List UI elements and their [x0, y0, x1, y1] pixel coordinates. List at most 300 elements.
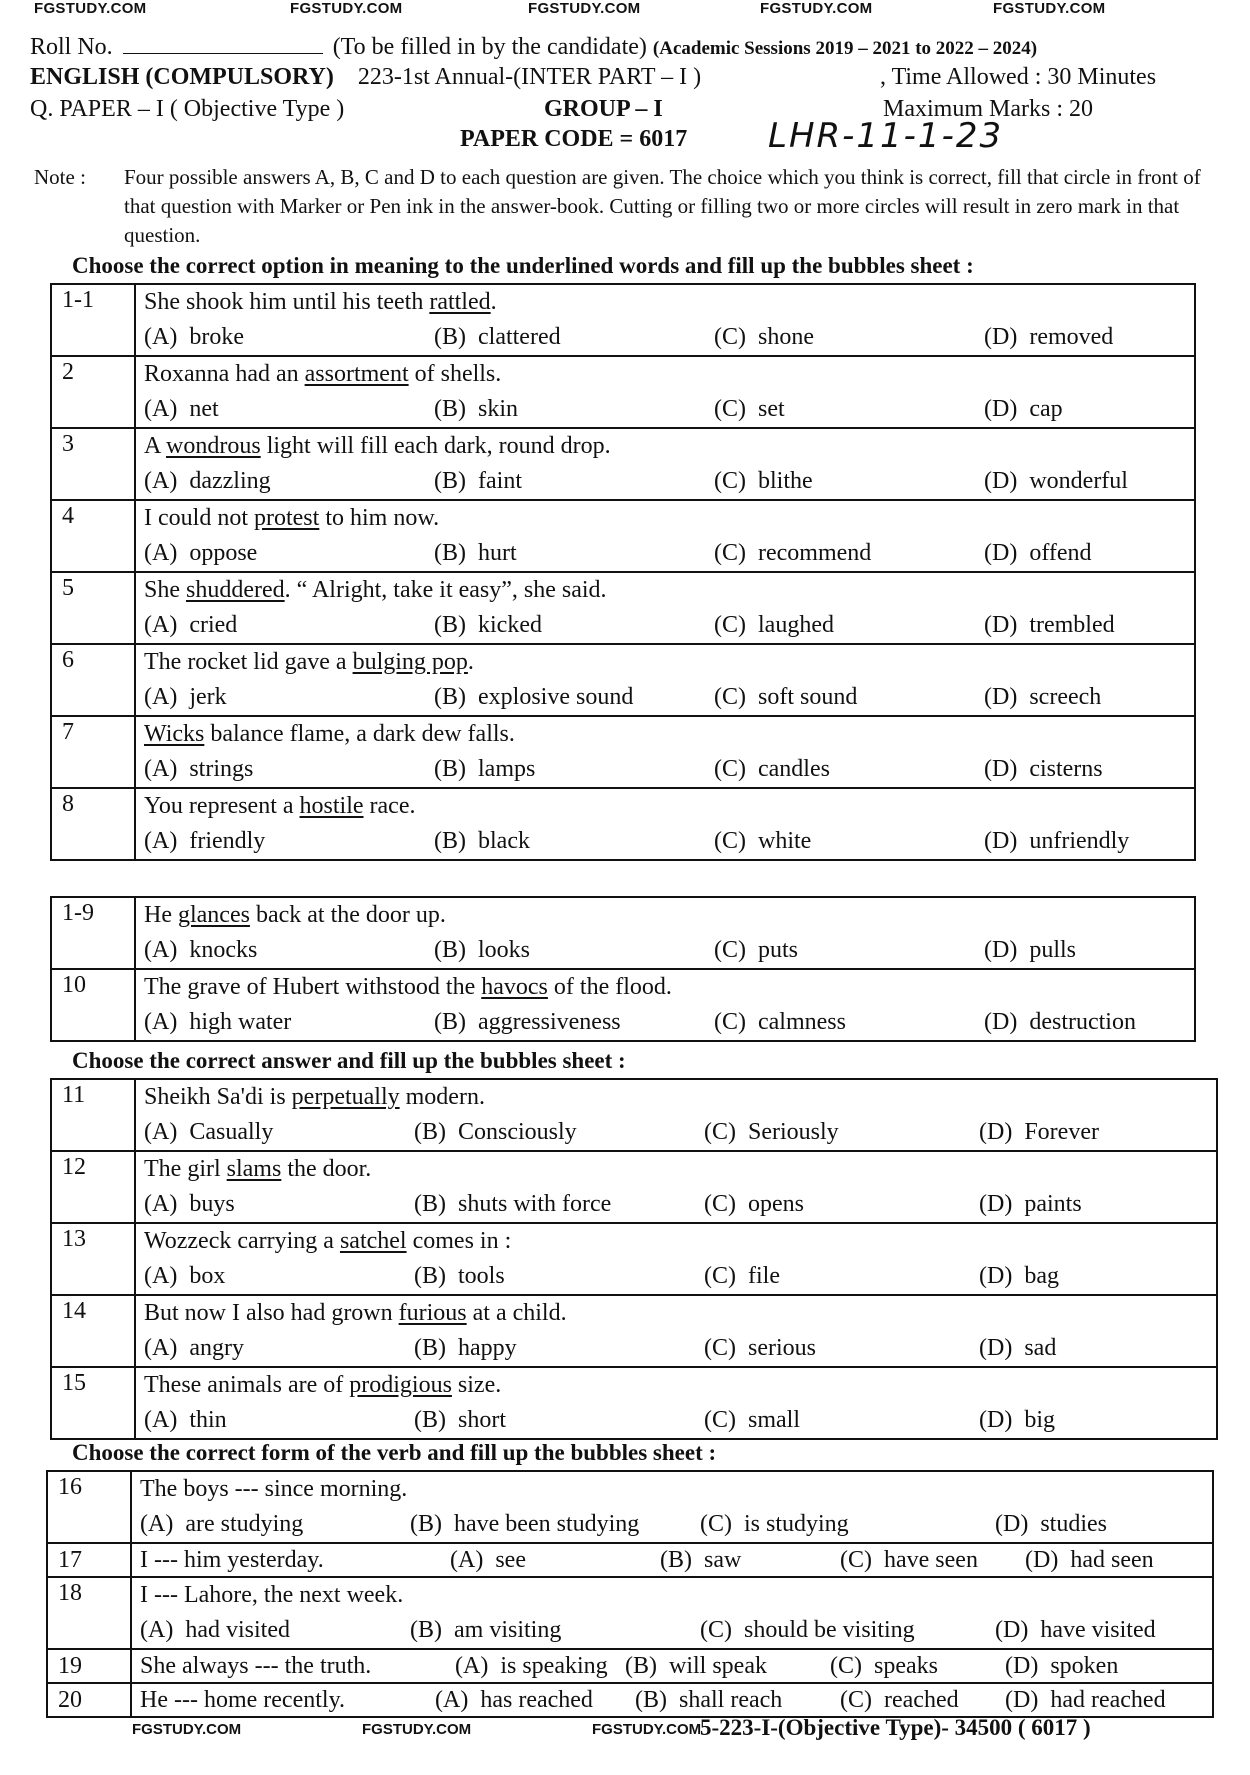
option-text: explosive sound: [478, 684, 634, 710]
option-text: offend: [1029, 540, 1092, 566]
option-text: kicked: [478, 612, 542, 638]
question-stem: I --- him yesterday.: [140, 1547, 324, 1573]
option-letter: (D): [984, 1009, 1018, 1035]
option-c[interactable]: [714, 823, 811, 859]
option-d[interactable]: [984, 932, 1076, 968]
option-b[interactable]: [660, 1544, 741, 1576]
option-letter: (C): [714, 324, 746, 350]
option-letter: (B): [434, 828, 466, 854]
question-row: [51, 1295, 1217, 1367]
question-inline: [140, 1544, 1212, 1576]
option-c[interactable]: [830, 1650, 938, 1682]
option-letter: (B): [410, 1511, 442, 1537]
underlined-word: assortment: [304, 361, 409, 387]
question-stem: [144, 789, 1194, 823]
option-text: black: [478, 828, 530, 854]
question-inline: [140, 1650, 1212, 1682]
option-b[interactable]: [414, 1186, 611, 1222]
option-letter: (A): [144, 1263, 178, 1289]
question-text-after: balance flame, a dark dew falls.: [204, 721, 515, 747]
option-text: wonderful: [1029, 468, 1128, 494]
question-body: [135, 500, 1195, 572]
option-a[interactable]: [144, 823, 265, 859]
watermark: FGSTUDY.COM: [993, 0, 1106, 17]
option-b[interactable]: [434, 679, 633, 715]
option-text: am visiting: [454, 1617, 562, 1643]
option-text: is studying: [744, 1511, 849, 1537]
option-letter: (D): [979, 1407, 1013, 1433]
roll-label: Roll No.: [30, 34, 113, 60]
option-letter: (C): [714, 684, 746, 710]
question-number: 13: [51, 1223, 135, 1295]
question-stem: [144, 1152, 1216, 1186]
option-b[interactable]: [410, 1612, 561, 1648]
paper-footer-code: 5-223-I-(Objective Type)- 34500 ( 6017 ): [700, 1715, 1091, 1740]
option-text: looks: [478, 937, 531, 963]
question-body: [135, 1151, 1217, 1223]
option-letter: (A): [144, 1335, 178, 1361]
option-b[interactable]: [434, 823, 530, 859]
option-d[interactable]: [979, 1186, 1082, 1222]
question-text-before: I could not: [144, 505, 254, 531]
option-a[interactable]: [144, 932, 257, 968]
option-letter: (C): [704, 1263, 736, 1289]
question-text-after: the door.: [281, 1156, 372, 1182]
option-b[interactable]: [410, 1506, 639, 1542]
question-stem: [144, 501, 1194, 535]
option-text: shuts with force: [458, 1191, 612, 1217]
question-stem: [144, 285, 1194, 319]
option-text: blithe: [758, 468, 813, 494]
question-row: [47, 1649, 1213, 1683]
option-letter: (B): [434, 937, 466, 963]
option-b[interactable]: [414, 1330, 517, 1366]
option-a[interactable]: [144, 1186, 235, 1222]
option-b[interactable]: [434, 319, 561, 355]
question-text-after: of the flood.: [547, 974, 672, 1000]
option-a[interactable]: [435, 1684, 593, 1716]
question-number: 8: [51, 788, 135, 860]
question-number: 15: [51, 1367, 135, 1439]
question-text-after: back at the door up.: [249, 902, 446, 928]
watermark: FGSTUDY.COM: [362, 1721, 472, 1738]
question-row: [51, 788, 1195, 860]
option-text: small: [748, 1407, 800, 1433]
option-text: shall reach: [679, 1687, 783, 1713]
option-a[interactable]: [140, 1506, 303, 1542]
option-letter: (C): [704, 1335, 736, 1361]
group-label: GROUP – I: [544, 96, 663, 122]
option-letter: (A): [140, 1617, 174, 1643]
option-letter: (A): [144, 1191, 178, 1217]
option-text: saw: [704, 1547, 742, 1573]
option-c[interactable]: [714, 751, 830, 787]
underlined-word: furious: [398, 1300, 467, 1326]
option-text: opens: [748, 1191, 804, 1217]
options-row: [144, 535, 1194, 571]
option-c[interactable]: [840, 1544, 978, 1576]
option-d[interactable]: [984, 535, 1092, 571]
option-a[interactable]: [144, 1402, 227, 1438]
option-c[interactable]: [714, 607, 834, 643]
option-c[interactable]: [840, 1684, 959, 1716]
question-row: [51, 644, 1195, 716]
option-letter: (D): [995, 1511, 1029, 1537]
option-text: Casually: [189, 1119, 274, 1145]
option-letter: (D): [984, 937, 1018, 963]
options-row: [144, 679, 1194, 715]
option-c[interactable]: [704, 1330, 816, 1366]
questions-table-2: [50, 896, 1196, 1042]
option-letter: (A): [144, 684, 178, 710]
exam-title: 223-1st Annual-(INTER PART – I ): [357, 64, 702, 90]
option-d[interactable]: [984, 823, 1129, 859]
question-number: 2: [51, 356, 135, 428]
option-text: have been studying: [454, 1511, 640, 1537]
option-d[interactable]: [984, 751, 1103, 787]
option-b[interactable]: [434, 751, 535, 787]
question-stem: [144, 357, 1194, 391]
section-heading-answers: Choose the correct answer and fill up the bubbles sheet :: [72, 1048, 626, 1073]
option-a[interactable]: [140, 1612, 290, 1648]
option-letter: (A): [144, 396, 178, 422]
watermark: FGSTUDY.COM: [132, 1721, 242, 1738]
option-text: cried: [189, 612, 238, 638]
option-c[interactable]: [714, 679, 857, 715]
option-letter: (D): [984, 828, 1018, 854]
option-text: Seriously: [748, 1119, 839, 1145]
option-a[interactable]: [144, 679, 227, 715]
watermark: FGSTUDY.COM: [528, 0, 641, 17]
option-text: shone: [758, 324, 814, 350]
option-letter: (A): [450, 1547, 484, 1573]
question-row: [47, 1543, 1213, 1577]
option-a[interactable]: [144, 463, 271, 499]
option-letter: (B): [434, 324, 466, 350]
option-a[interactable]: [144, 751, 253, 787]
question-body: [135, 897, 1195, 969]
option-letter: (A): [144, 828, 178, 854]
option-letter: (A): [144, 612, 178, 638]
question-number: 17: [47, 1543, 131, 1577]
option-c[interactable]: [704, 1402, 800, 1438]
option-a[interactable]: [144, 1330, 244, 1366]
question-row: [51, 897, 1195, 969]
question-number: 14: [51, 1295, 135, 1367]
question-text-before: The boys --- since morning.: [140, 1476, 408, 1502]
question-number: 4: [51, 500, 135, 572]
option-letter: (D): [979, 1335, 1013, 1361]
option-letter: (C): [714, 612, 746, 638]
option-text: cap: [1029, 396, 1063, 422]
question-text-before: She: [144, 577, 186, 603]
option-text: dazzling: [189, 468, 271, 494]
question-row: [47, 1577, 1213, 1649]
question-number: 18: [47, 1577, 131, 1649]
question-body: [131, 1577, 1213, 1649]
option-letter: (D): [1005, 1653, 1039, 1679]
option-letter: (A): [144, 1119, 178, 1145]
note-label: Note :: [34, 165, 86, 189]
option-text: has reached: [480, 1687, 593, 1713]
options-row: [144, 391, 1194, 427]
option-text: thin: [189, 1407, 227, 1433]
option-b[interactable]: [434, 391, 518, 427]
option-a[interactable]: [450, 1544, 526, 1576]
option-d[interactable]: [979, 1402, 1055, 1438]
option-letter: (A): [140, 1511, 174, 1537]
question-row: [51, 428, 1195, 500]
option-a[interactable]: [144, 1258, 225, 1294]
questions-table-1: [50, 283, 1196, 861]
question-stem: [144, 1224, 1216, 1258]
option-text: removed: [1029, 324, 1114, 350]
option-text: will speak: [669, 1653, 767, 1679]
question-stem: [144, 645, 1194, 679]
option-a[interactable]: [144, 535, 257, 571]
underlined-word: slams: [226, 1156, 282, 1182]
option-text: box: [189, 1263, 226, 1289]
underlined-word: Wicks: [144, 721, 205, 747]
question-text-after: at a child.: [466, 1300, 567, 1326]
option-text: are studying: [185, 1511, 304, 1537]
option-d[interactable]: [979, 1330, 1056, 1366]
question-text-before: He: [144, 902, 178, 928]
question-number: 16: [47, 1471, 131, 1543]
option-a[interactable]: [144, 607, 237, 643]
option-text: laughed: [758, 612, 834, 638]
option-text: calmness: [758, 1009, 846, 1035]
option-b[interactable]: [434, 463, 522, 499]
option-letter: (D): [984, 396, 1018, 422]
option-d[interactable]: [995, 1612, 1156, 1648]
option-b[interactable]: [434, 607, 542, 643]
section-heading-verbs: Choose the correct form of the verb and fill up the bubbles sheet :: [72, 1440, 717, 1465]
option-b[interactable]: [434, 1004, 621, 1040]
option-letter: (C): [714, 937, 746, 963]
option-text: trembled: [1029, 612, 1115, 638]
watermark: FGSTUDY.COM: [34, 0, 147, 17]
question-inline: [140, 1684, 1212, 1716]
question-body: [135, 644, 1195, 716]
question-stem: [144, 1080, 1216, 1114]
option-d[interactable]: [984, 319, 1113, 355]
question-body: [135, 572, 1195, 644]
option-b[interactable]: [625, 1650, 767, 1682]
option-letter: (B): [434, 540, 466, 566]
question-text-before: A: [144, 433, 167, 459]
option-c[interactable]: [714, 319, 814, 355]
question-number: 1-9: [51, 897, 135, 969]
option-text: unfriendly: [1029, 828, 1130, 854]
option-letter: (B): [434, 756, 466, 782]
question-number: 1-1: [51, 284, 135, 356]
option-letter: (A): [144, 468, 178, 494]
option-text: Consciously: [458, 1119, 577, 1145]
options-row: [144, 1114, 1216, 1150]
option-text: aggressiveness: [478, 1009, 621, 1035]
question-number: 3: [51, 428, 135, 500]
option-letter: (D): [984, 540, 1018, 566]
option-letter: (C): [714, 1009, 746, 1035]
watermark: FGSTUDY.COM: [592, 1721, 702, 1738]
roll-line: [123, 53, 323, 54]
option-text: oppose: [189, 540, 258, 566]
option-letter: (D): [979, 1191, 1013, 1217]
question-text-before: Sheikh Sa'di is: [144, 1084, 292, 1110]
option-c[interactable]: [714, 932, 798, 968]
option-text: lamps: [478, 756, 536, 782]
option-text: see: [495, 1547, 526, 1573]
underlined-word: wondrous: [166, 433, 261, 459]
option-text: jerk: [189, 684, 227, 710]
option-text: file: [748, 1263, 780, 1289]
option-d[interactable]: [984, 391, 1063, 427]
question-body: [131, 1543, 1213, 1577]
time-allowed: , Time Allowed : 30 Minutes: [880, 64, 1157, 90]
question-row: [51, 1079, 1217, 1151]
option-text: set: [758, 396, 785, 422]
option-b[interactable]: [434, 535, 517, 571]
option-text: clattered: [478, 324, 561, 350]
question-text-before: The girl: [144, 1156, 227, 1182]
option-letter: (A): [144, 756, 178, 782]
option-d[interactable]: [979, 1114, 1099, 1150]
option-c[interactable]: [714, 1004, 846, 1040]
question-number: 19: [47, 1649, 131, 1683]
question-text-after: .: [467, 649, 474, 675]
question-number: 7: [51, 716, 135, 788]
option-d[interactable]: [1005, 1684, 1166, 1716]
question-stem: [144, 970, 1194, 1004]
question-text-after: size.: [451, 1372, 502, 1398]
question-body: [135, 356, 1195, 428]
option-letter: (D): [984, 756, 1018, 782]
question-body: [135, 428, 1195, 500]
option-text: had visited: [185, 1617, 290, 1643]
option-a[interactable]: [144, 391, 219, 427]
question-row: [51, 1223, 1217, 1295]
question-text-after: race.: [363, 793, 416, 819]
question-text-after: light will fill each dark, round drop.: [260, 433, 611, 459]
question-body: [131, 1649, 1213, 1683]
option-letter: (D): [979, 1263, 1013, 1289]
option-text: hurt: [478, 540, 517, 566]
option-b[interactable]: [414, 1402, 506, 1438]
option-letter: (B): [434, 612, 466, 638]
question-number: 10: [51, 969, 135, 1041]
option-b[interactable]: [635, 1684, 782, 1716]
option-b[interactable]: [434, 932, 530, 968]
option-text: have seen: [884, 1547, 978, 1573]
option-d[interactable]: [984, 607, 1115, 643]
question-stem: [140, 1472, 1212, 1506]
option-letter: (C): [714, 396, 746, 422]
options-row: [144, 1402, 1216, 1438]
question-text-before: These animals are of: [144, 1372, 350, 1398]
option-letter: (C): [840, 1687, 872, 1713]
option-d[interactable]: [979, 1258, 1059, 1294]
question-text-before: The grave of Hubert withstood the: [144, 974, 482, 1000]
question-body: [131, 1471, 1213, 1543]
underlined-word: bulging pop: [352, 649, 468, 675]
options-row: [144, 751, 1194, 787]
option-a[interactable]: [144, 1004, 291, 1040]
question-text-after: of shells.: [408, 361, 502, 387]
option-d[interactable]: [995, 1506, 1107, 1542]
question-text-before: But now I also had grown: [144, 1300, 399, 1326]
option-text: high water: [189, 1009, 292, 1035]
option-d[interactable]: [1025, 1544, 1154, 1576]
question-row: [51, 356, 1195, 428]
option-c[interactable]: [704, 1186, 804, 1222]
option-text: angry: [189, 1335, 244, 1361]
option-c[interactable]: [704, 1258, 780, 1294]
option-b[interactable]: [414, 1114, 577, 1150]
question-row: [51, 284, 1195, 356]
option-c[interactable]: [700, 1506, 849, 1542]
underlined-word: satchel: [339, 1228, 407, 1254]
max-marks: Maximum Marks : 20: [883, 96, 1093, 122]
option-c[interactable]: [704, 1114, 839, 1150]
question-body: [135, 1223, 1217, 1295]
question-body: [131, 1683, 1213, 1717]
underlined-word: shuddered: [186, 577, 285, 603]
option-text: serious: [748, 1335, 816, 1361]
option-letter: (C): [704, 1191, 736, 1217]
options-row: [144, 932, 1194, 968]
question-stem: She always --- the truth.: [140, 1653, 372, 1679]
option-d[interactable]: [984, 463, 1128, 499]
option-text: recommend: [758, 540, 872, 566]
roll-note: (To be filled in by the candidate): [332, 34, 647, 60]
options-row: [144, 1186, 1216, 1222]
question-text-after: to him now.: [319, 505, 440, 531]
option-letter: (B): [410, 1617, 442, 1643]
option-c[interactable]: [714, 463, 813, 499]
option-letter: (B): [434, 1009, 466, 1035]
option-a[interactable]: [144, 319, 244, 355]
option-c[interactable]: [714, 535, 871, 571]
option-d[interactable]: [984, 1004, 1136, 1040]
option-text: had seen: [1070, 1547, 1154, 1573]
page-footer: [0, 1715, 1250, 1745]
option-d[interactable]: [984, 679, 1101, 715]
question-row: [51, 500, 1195, 572]
option-text: happy: [458, 1335, 517, 1361]
option-text: studies: [1040, 1511, 1107, 1537]
option-a[interactable]: [144, 1114, 273, 1150]
option-letter: (C): [704, 1407, 736, 1433]
options-row: [144, 607, 1194, 643]
question-stem: He --- home recently.: [140, 1687, 346, 1713]
option-text: broke: [189, 324, 244, 350]
option-b[interactable]: [414, 1258, 505, 1294]
option-text: speaks: [874, 1653, 938, 1679]
option-text: buys: [189, 1191, 235, 1217]
option-c[interactable]: [714, 391, 785, 427]
question-row: [51, 969, 1195, 1041]
option-c[interactable]: [700, 1612, 915, 1648]
option-letter: (D): [979, 1119, 1013, 1145]
option-d[interactable]: [1005, 1650, 1118, 1682]
option-text: short: [458, 1407, 506, 1433]
option-letter: (D): [1005, 1687, 1039, 1713]
option-letter: (B): [414, 1335, 446, 1361]
option-a[interactable]: [455, 1650, 608, 1682]
watermark: FGSTUDY.COM: [760, 0, 873, 17]
option-letter: (B): [625, 1653, 657, 1679]
